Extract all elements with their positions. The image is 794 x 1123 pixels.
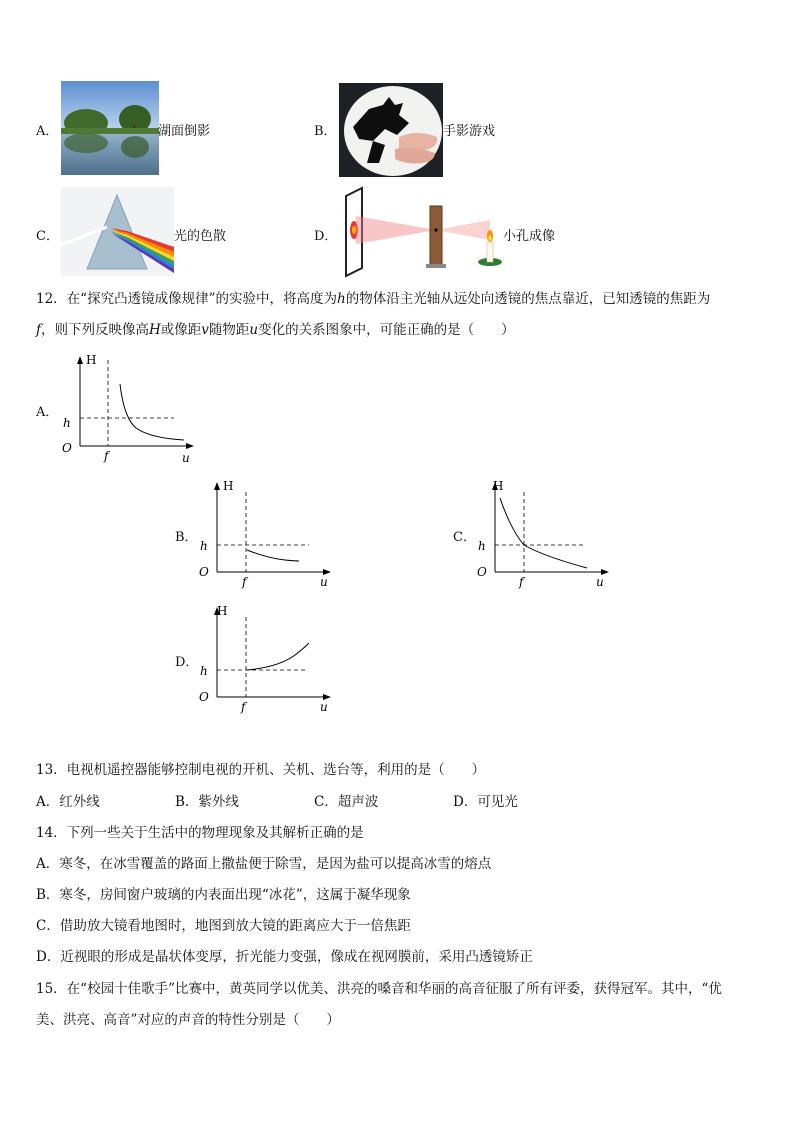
option-caption: 湖面倒影 (158, 124, 211, 139)
option-letter: A． (36, 124, 59, 139)
graph-a-plot (58, 352, 198, 466)
q15-stem-line1: 15．在“校园十佳歌手”比赛中，黄英同学以优美、洪亮的嗓音和华丽的高音征服了所有评委，获得冠军。其中，“优 (36, 981, 722, 997)
axis-label-y: H (223, 479, 234, 493)
option-letter: C． (36, 229, 59, 244)
var-H: H (149, 322, 161, 338)
option-caption: 手影游戏 (443, 124, 496, 139)
option-caption: 小孔成像 (503, 229, 556, 244)
prism-dispersion-image (61, 187, 174, 276)
q15-stem-line2: 美、洪亮、高音”对应的声音的特性分别是（ ） (36, 1012, 340, 1028)
q13-option-c: C．超声波 (314, 794, 379, 810)
h-label: h (200, 664, 208, 678)
var-u: u (249, 322, 259, 338)
stem-text: 变化的关系图象中，可能正确的是（ ） (258, 322, 515, 338)
lake-reflection-image (61, 81, 159, 175)
q14-option-d: D．近视眼的形成是晶状体变厚，折光能力变强，像成在视网膜前，采用凸透镜矫正 (36, 949, 533, 965)
origin-label: O (199, 690, 209, 704)
pinhole-camera-image (340, 186, 506, 278)
axis-label-y: H (86, 353, 97, 367)
var-f: f (36, 322, 41, 338)
f-label: f (241, 700, 246, 714)
q12-stem (36, 284, 758, 346)
axis-label-x: u (182, 451, 190, 465)
hand-shadow-image (339, 83, 443, 177)
f-label: f (104, 449, 109, 463)
h-label: h (63, 416, 71, 430)
h-label: h (478, 539, 486, 553)
origin-label: O (199, 565, 209, 579)
q14-stem: 14．下列一些关于生活中的物理现象及其解析正确的是 (36, 825, 364, 841)
q14-option-b: B．寒冬，房间窗户玻璃的内表面出现“冰花”，这属于凝华现象 (36, 887, 411, 903)
f-label: f (519, 575, 524, 589)
option-letter: B． (314, 124, 337, 139)
option-letter: D． (175, 655, 199, 670)
stem-text: 的物体沿主光轴从远处向透镜的焦点靠近，已知透镜的焦距为 (345, 291, 711, 307)
axis-label-y: H (493, 479, 504, 493)
graph-c-plot (473, 478, 613, 592)
graph-b-plot (195, 478, 335, 592)
var-v: v (201, 322, 209, 338)
var-h: h (337, 291, 346, 307)
q13-stem: 13．电视机遥控器能够控制电视的开机、关机、选台等，利用的是（ ） (36, 762, 486, 778)
question-number: 12． (36, 291, 67, 307)
q14-option-a: A．寒冬，在冰雪覆盖的路面上撒盐便于除雪，是因为盐可以提高冰雪的熔点 (36, 856, 492, 872)
q14-option-c: C．借助放大镜看地图时，地图到放大镜的距离应大于一倍焦距 (36, 918, 411, 934)
option-letter: C． (453, 530, 476, 545)
option-letter: D． (314, 229, 338, 244)
axis-label-y: H (217, 604, 228, 618)
option-caption: 光的色散 (174, 229, 227, 244)
axis-label-x: u (596, 575, 604, 589)
origin-label: O (477, 565, 487, 579)
q13-option-b: B．紫外线 (175, 794, 239, 810)
stem-text: 随物距 (208, 322, 250, 338)
option-letter: B． (175, 530, 198, 545)
q13-option-d: D．可见光 (453, 794, 518, 810)
option-letter: A． (36, 405, 59, 420)
stem-text: 或像距 (160, 322, 202, 338)
f-label: f (242, 575, 247, 589)
axis-label-x: u (320, 700, 328, 714)
h-label: h (200, 539, 208, 553)
stem-text: 在“探究凸透镜成像规律”的实验中，将高度为 (66, 291, 337, 307)
graph-d-plot (195, 603, 335, 717)
stem-text: ，则下列反映像高 (41, 322, 149, 338)
axis-label-x: u (320, 575, 328, 589)
origin-label: O (62, 441, 72, 455)
q13-option-a: A．红外线 (36, 794, 100, 810)
